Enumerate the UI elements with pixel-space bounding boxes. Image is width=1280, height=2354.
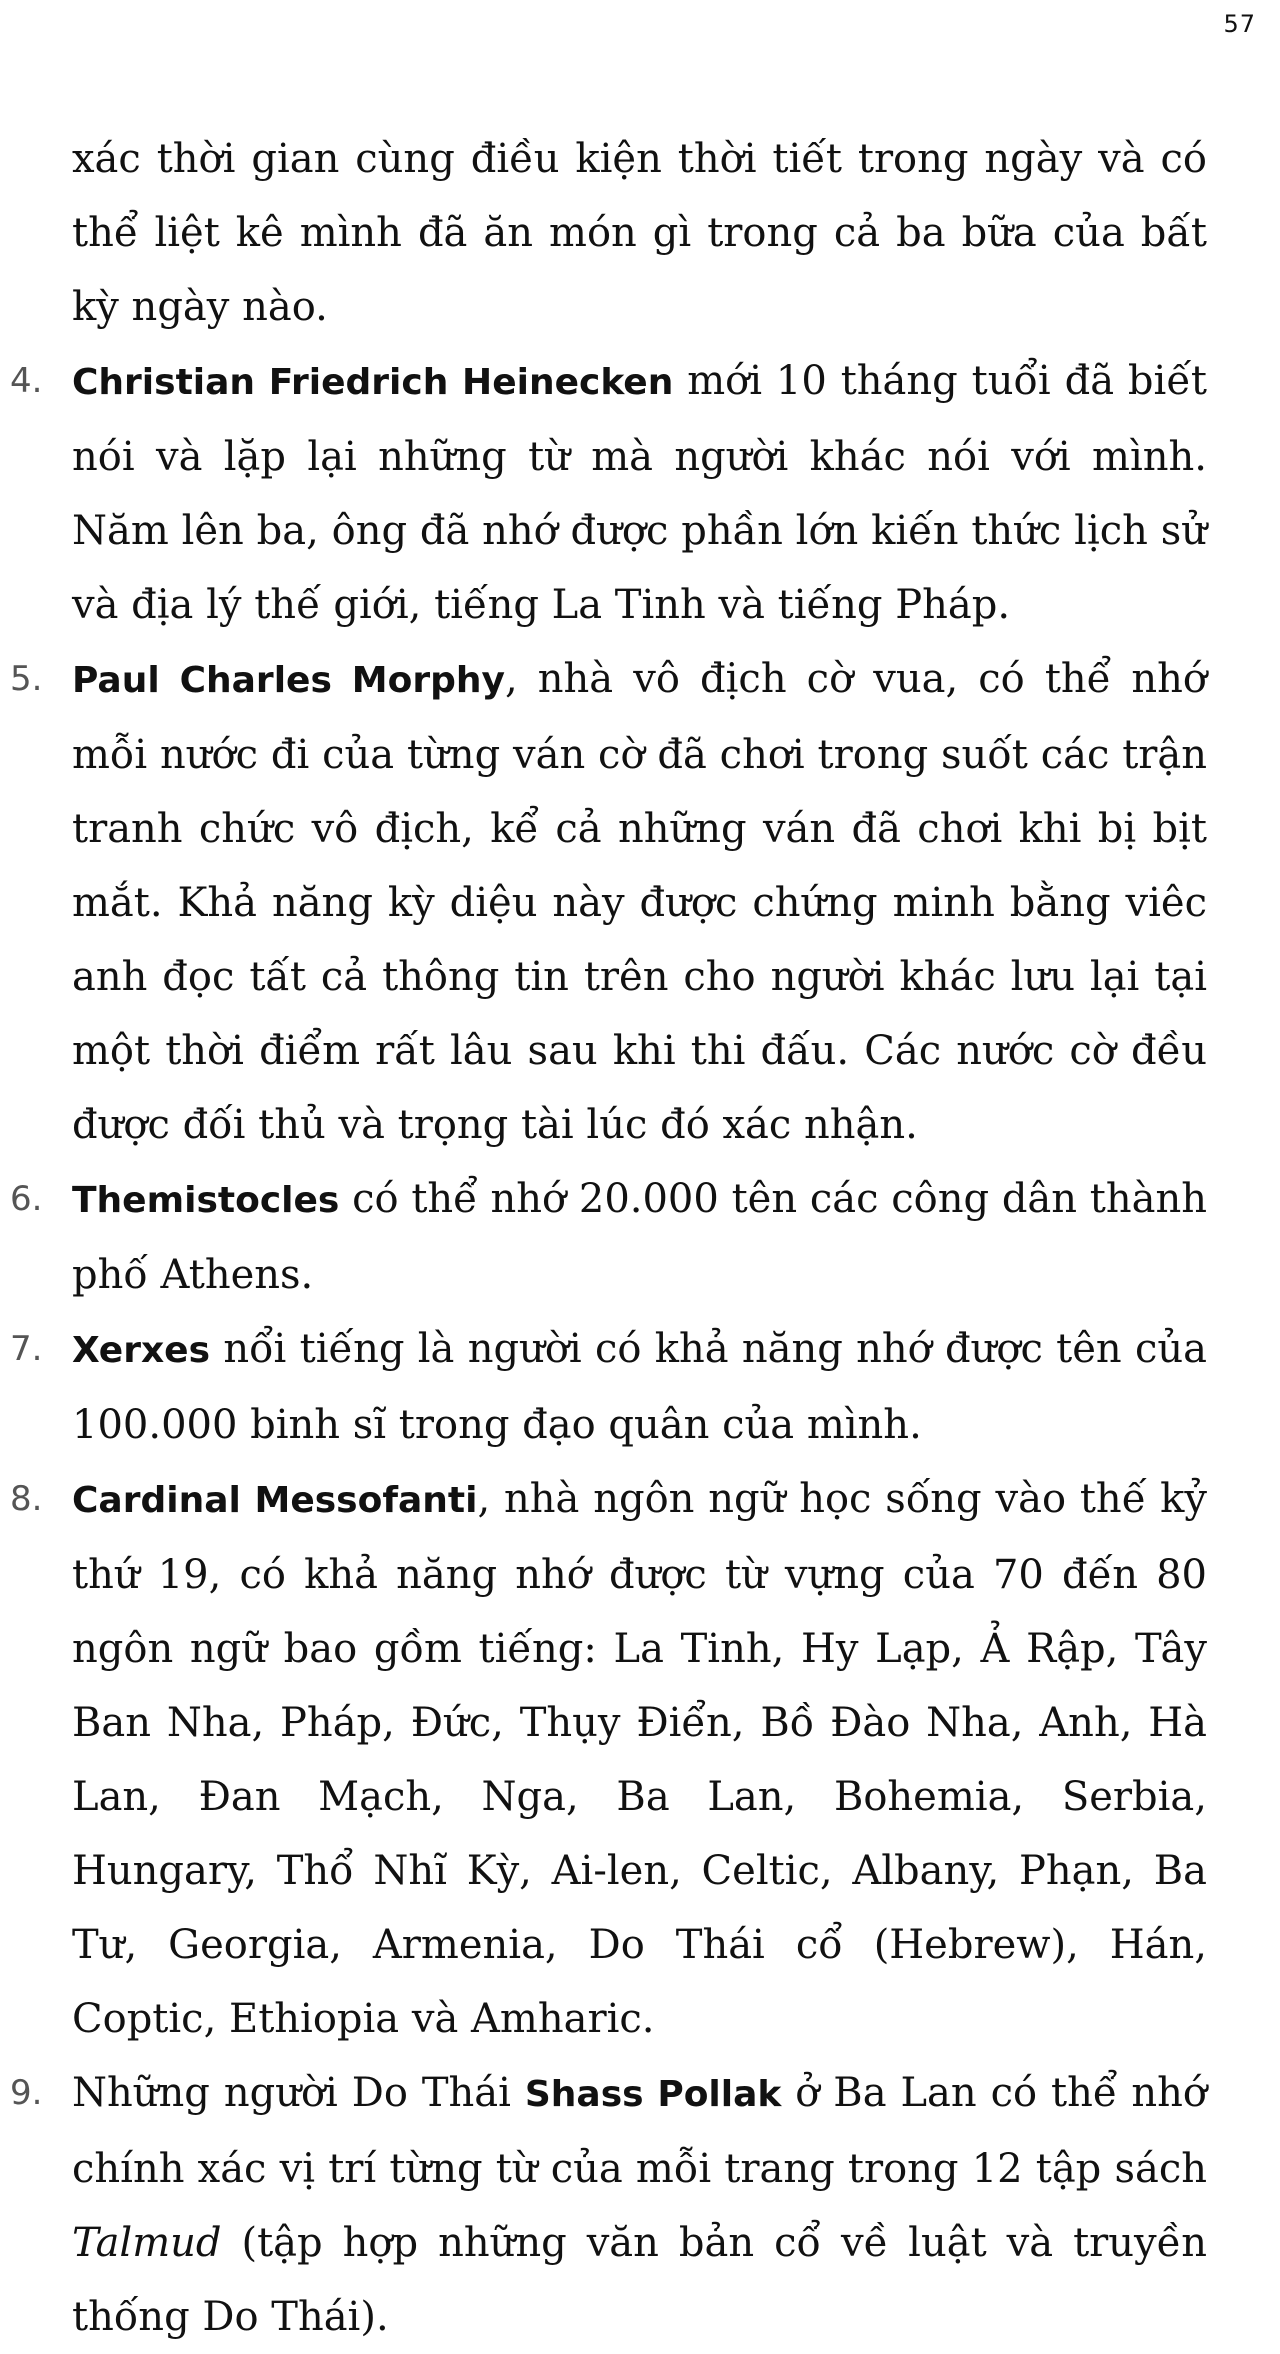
item-number: 4. [10, 361, 43, 401]
item-number: 6. [10, 1179, 43, 1219]
item-text [72, 1462, 1207, 2056]
list-item-4 [10, 344, 1207, 642]
item-number: 8. [10, 1479, 43, 1519]
item-intro: Những người Do Thái [72, 2070, 525, 2116]
item-description: , nhà ngôn ngữ học sống vào thế kỷ thứ 19, có khả năng nhớ được từ vựng của 70 đến 80 ngôn ngữ bao gồm tiếng: La Tinh, Hy Lạp, Ả Rập, Tây Ban Nha, Pháp, Đức, Thụy Điển, Bồ Đào Nha, Anh, Hà Lan, Đan Mạch, Nga, Ba Lan, Bohemia, Serbia, Hungary, Thổ Nhĩ Kỳ, Ai-len, Celtic, Albany, Phạn, Ba Tư, Georgia, Armenia, Do Thái cổ (Hebrew), Hán, Coptic, Ethiopia và Amharic. [72, 1476, 1207, 2042]
page-body [10, 122, 1207, 2354]
item-text [72, 344, 1207, 642]
item-text [72, 642, 1207, 1162]
list-item-5 [10, 642, 1207, 1162]
item-number: 5. [10, 659, 43, 699]
item-text [72, 1162, 1207, 1312]
page-number: 57 [1223, 10, 1256, 38]
item-name: Paul Charles Morphy [72, 660, 505, 701]
item-name: Christian Friedrich Heinecken [72, 362, 674, 403]
item-description: , nhà vô địch cờ vua, có thể nhớ mỗi nước đi của từng ván cờ đã chơi trong suốt các trận tranh chức vô địch, kể cả những ván đã chơi khi bị bịt mắt. Khả năng kỳ diệu này được chứng minh bằng viêc anh đọc tất cả thông tin trên cho người khác lưu lại tại một thời điểm rất lâu sau khi thi đấu. Các nước cờ đều được đối thủ và trọng tài lúc đó xác nhận. [72, 656, 1207, 1148]
item-name: Cardinal Messofanti [72, 1480, 478, 1521]
item-text [72, 1312, 1207, 1462]
list-item-8 [10, 1462, 1207, 2056]
item-description: ở Ba Lan có thể nhớ chính xác vị trí từng từ của mỗi trang trong 12 tập sách [72, 2070, 1207, 2192]
item-description: có thể nhớ 20.000 tên các công dân thành phố Athens. [72, 1176, 1207, 1298]
item-text [72, 2056, 1207, 2354]
item-number: 9. [10, 2073, 43, 2113]
item-name: Shass Pollak [524, 2074, 782, 2115]
item-name: Themistocles [72, 1180, 340, 1221]
list-item-7 [10, 1312, 1207, 1462]
item-number: 7. [10, 1329, 43, 1369]
item-name: Xerxes [72, 1330, 211, 1371]
item-description: mới 10 tháng tuổi đã biết nói và lặp lại những từ mà người khác nói với mình. Năm lên ba, ông đã nhớ được phần lớn kiến thức lịch sử và địa lý thế giới, tiếng La Tinh và tiếng Pháp. [72, 358, 1207, 628]
continued-paragraph: xác thời gian cùng điều kiện thời tiết trong ngày và có thể liệt kê mình đã ăn món gì trong cả ba bữa của bất kỳ ngày nào. [72, 136, 1207, 330]
book-title: Talmud [72, 2220, 222, 2266]
book-title-description: (tập hợp những văn bản cổ về luật và truyền thống Do Thái). [72, 2220, 1207, 2340]
list-item-9 [10, 2056, 1207, 2354]
item-description: nổi tiếng là người có khả năng nhớ được tên của 100.000 binh sĩ trong đạo quân của mình. [72, 1326, 1207, 1448]
list-item-6 [10, 1162, 1207, 1312]
